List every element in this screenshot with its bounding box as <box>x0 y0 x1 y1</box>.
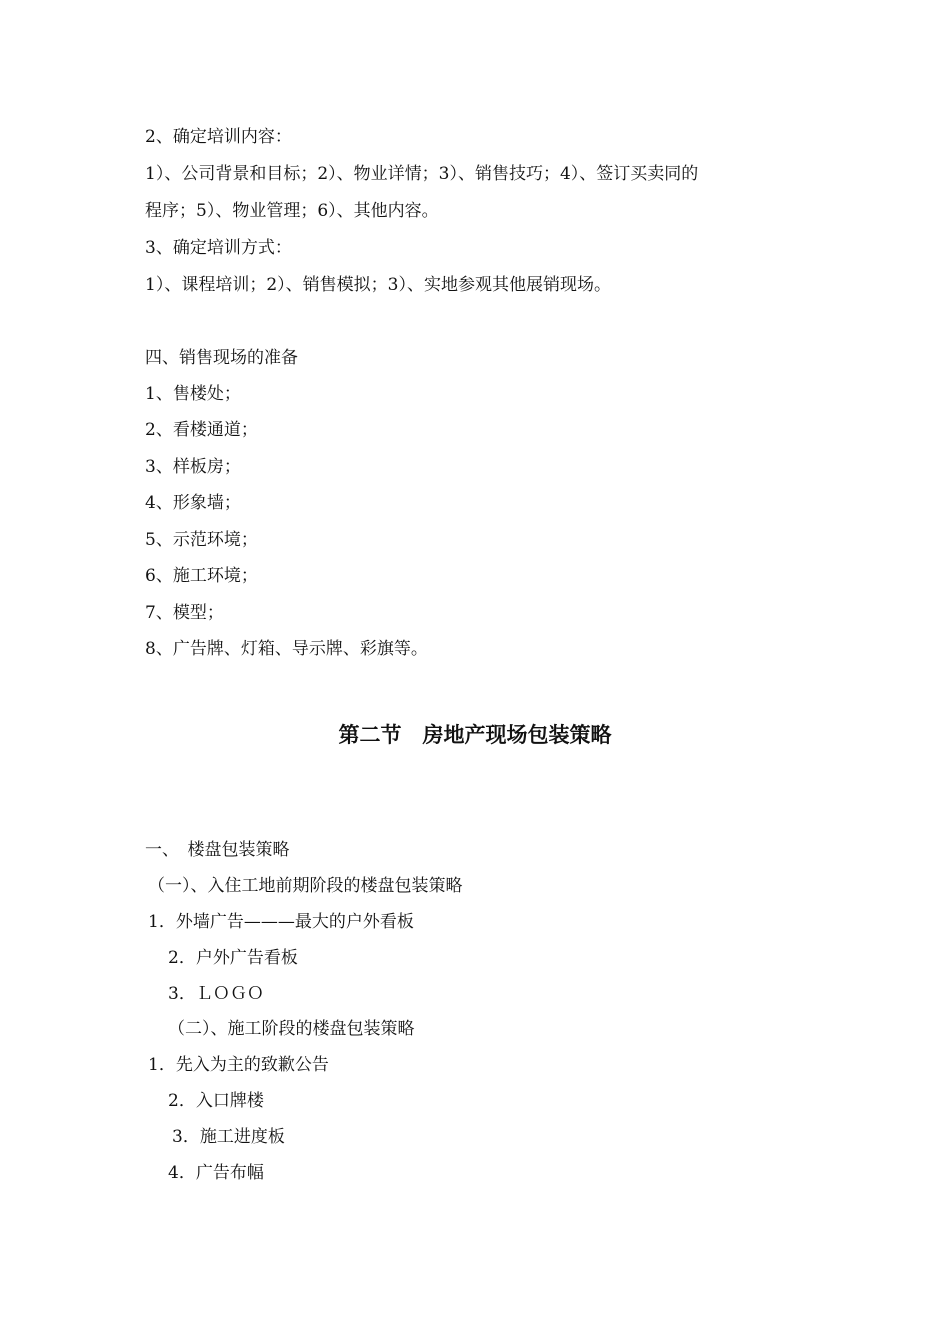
packaging-sub1-item: 2．户外广告看板 <box>168 948 298 968</box>
packaging-sub2-item: 2．入口牌楼 <box>168 1091 264 1111</box>
packaging-heading: 一、 楼盘包装策略 <box>145 840 290 860</box>
section-title: 第二节 房地产现场包装策略 <box>338 722 612 747</box>
training-method-line: 1）、课程培训；2）、销售模拟；3）、实地参观其他展销现场。 <box>145 275 611 295</box>
site-prep-item: 5、示范环境； <box>145 530 258 550</box>
site-prep-item: 6、施工环境； <box>145 566 258 586</box>
site-prep-item: 1、售楼处； <box>145 384 241 404</box>
site-prep-heading: 四、销售现场的准备 <box>145 348 298 368</box>
packaging-sub2-item: 1．先入为主的致歉公告 <box>148 1055 329 1075</box>
site-prep-item: 3、样板房； <box>145 457 241 477</box>
packaging-sub2-item: 3．施工进度板 <box>172 1127 285 1147</box>
training-method-heading: 3、确定培训方式： <box>145 238 292 258</box>
training-content-line-2: 程序；5）、物业管理；6）、其他内容。 <box>145 201 439 221</box>
site-prep-item: 8、广告牌、灯箱、导示牌、彩旗等。 <box>145 639 428 659</box>
training-content-line-1: 1）、公司背景和目标；2）、物业详情；3）、销售技巧；4）、签订买卖同的 <box>145 164 699 184</box>
site-prep-item: 7、模型； <box>145 603 224 623</box>
packaging-subheading-1: （一）、入住工地前期阶段的楼盘包装策略 <box>148 876 463 896</box>
packaging-subheading-2: （二）、施工阶段的楼盘包装策略 <box>168 1019 415 1039</box>
packaging-sub2-item: 4．广告布幅 <box>168 1163 264 1183</box>
site-prep-item: 4、形象墙； <box>145 493 241 513</box>
packaging-sub1-item: 3．ＬＯＧＯ <box>168 984 264 1004</box>
training-content-heading: 2、确定培训内容： <box>145 127 292 147</box>
packaging-sub1-item: 1．外墙广告———最大的户外看板 <box>148 912 414 932</box>
site-prep-item: 2、看楼通道； <box>145 420 258 440</box>
